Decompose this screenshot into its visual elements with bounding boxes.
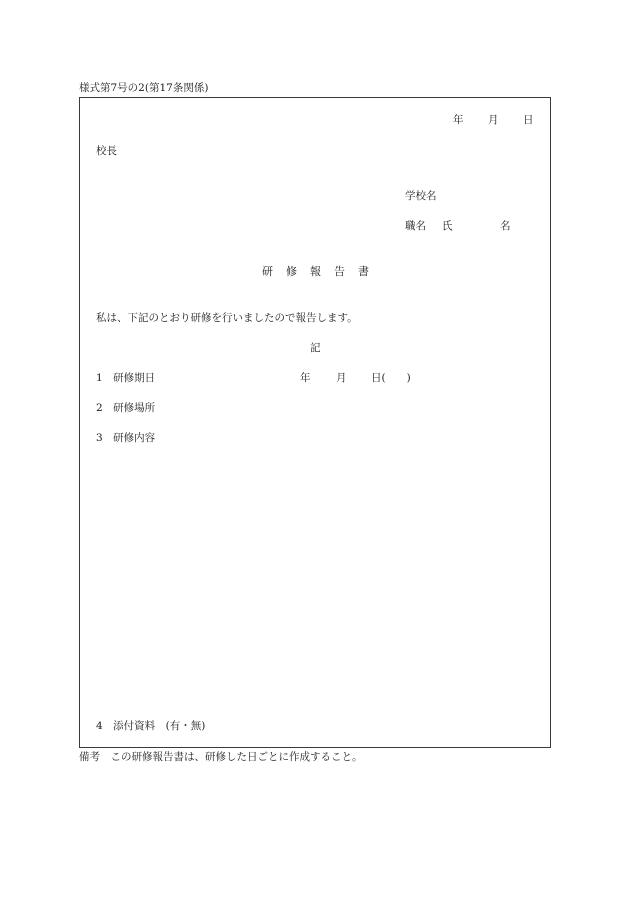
- school-name-label: 学校名: [405, 190, 437, 202]
- report-statement: 私は、下記のとおり研修を行いましたので報告します。: [96, 312, 358, 324]
- position-label: 職名: [405, 220, 426, 232]
- item-period-year: 年: [300, 372, 311, 384]
- form-header: 様式第7号の2(第17条関係): [79, 82, 209, 94]
- item-place-label: 2 研修場所: [96, 402, 156, 414]
- date-month-label: 月: [488, 114, 499, 126]
- item-content-label: 3 研修内容: [96, 432, 156, 444]
- remarks-note: 備考 この研修報告書は、研修した日ごとに作成すること。: [79, 751, 363, 763]
- item-period-month: 月: [336, 372, 347, 384]
- date-year-label: 年: [453, 114, 464, 126]
- document-title-char-5: 書: [358, 265, 370, 278]
- document-title-char-1: 研: [262, 265, 274, 278]
- document-title-char-4: 告: [334, 265, 346, 278]
- item-period-label: 1 研修期日: [96, 372, 156, 384]
- item-period-day: 日( ): [371, 372, 411, 384]
- item-attachments-label: 4 添付資料 (有・無): [96, 720, 206, 732]
- document-title-char-3: 報: [310, 265, 322, 278]
- report-form-frame: [79, 97, 551, 748]
- name-label-family: 氏: [442, 220, 453, 232]
- ki-heading: 記: [310, 342, 321, 354]
- document-title-char-2: 修: [286, 265, 298, 278]
- addressee: 校長: [96, 145, 117, 157]
- date-day-label: 日: [523, 114, 534, 126]
- name-label-given: 名: [500, 220, 511, 232]
